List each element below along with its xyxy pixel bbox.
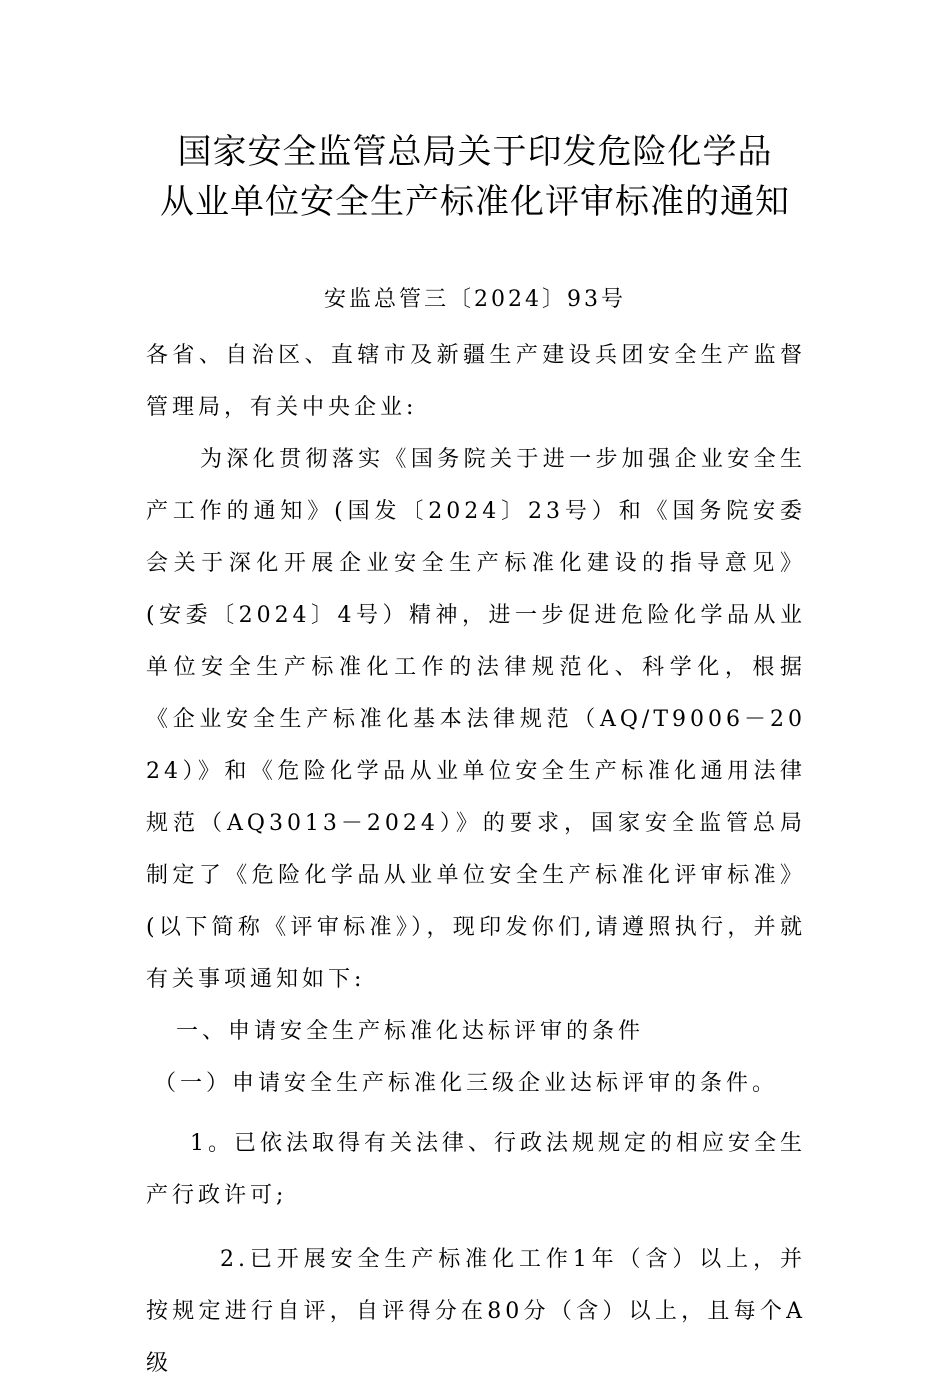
list-item: 2.已开展安全生产标准化工作1年（含）以上，并按规定进行自评，自评得分在80分（含）以上，且每个A级 <box>146 1247 806 1376</box>
section-heading: 一、申请安全生产标准化达标评审的条件 <box>176 1019 645 1044</box>
addressee-paragraph: 各省、自治区、直辖市及新疆生产建设兵团安全生产监督管理局，有关中央企业: <box>146 343 806 420</box>
main-paragraph: 为深化贯彻落实《国务院关于进一步加强企业安全生产工作的通知》(国发〔2024〕23号）和《国务院安委会关于深化开展企业安全生产标准化建设的指导意见》(安委〔2024〕4号）精神，进一步促进危险化学品从业单位安全生产标准化工作的法律规范化、科学化，根据《企业安全生产标准化基本法律规范（AQ/T9006－2024）》和《危险化学品从业单位安全生产标准化通用法律规范（AQ3013－2024）》的要求，国家安全监管总局制定了《危险化学品从业单位安全生产标准化评审标准》(以下简称《评审标准》），现印发你们,请遵照执行，并就有关事项通知如下: <box>146 447 806 992</box>
document-title-line-2: 从业单位安全生产标准化评审标准的通知 <box>160 182 790 222</box>
subsection-heading: （一）申请安全生产标准化三级企业达标评审的条件。 <box>154 1071 779 1096</box>
document-title-line-1: 国家安全监管总局关于印发危险化学品 <box>177 132 773 172</box>
list-item: 1。已依法取得有关法律、行政法规规定的相应安全生产行政许可; <box>146 1131 806 1208</box>
document-body <box>146 330 806 1390</box>
document-number: 安监总管三〔2024〕93号 <box>324 287 626 312</box>
